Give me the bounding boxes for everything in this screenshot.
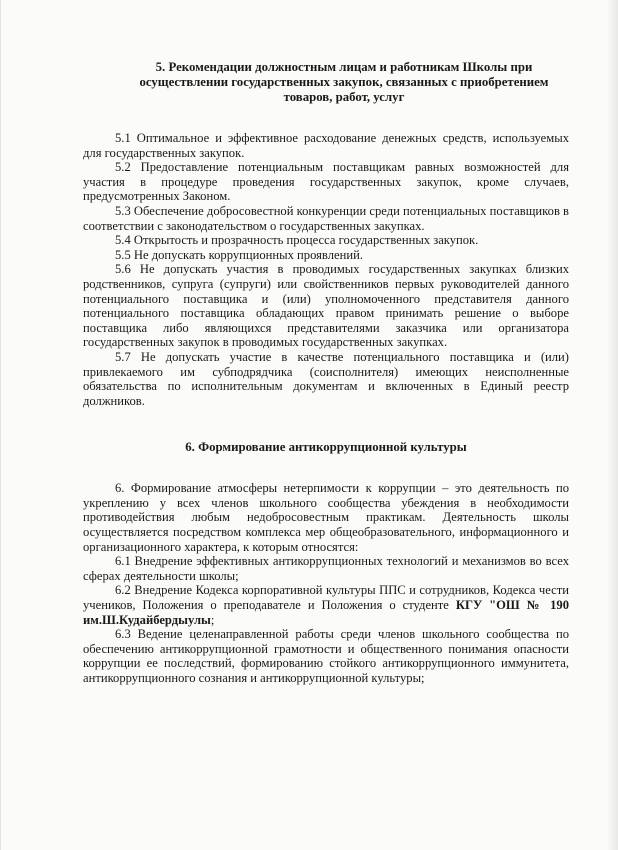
section-6-title: 6. Формирование антикоррупционной культуры: [185, 440, 467, 455]
paragraph-5-5: 5.5 Не допускать коррупционных проявлений.: [115, 247, 363, 262]
paragraph-6-3: 6.3 Ведение целенаправленной работы среди членов школьного сообщества по обеспечению антикоррупционной грамотности и общественного понимания опасности коррупции ее последствий, формированию стойкого антикоррупционного иммунитета, антикоррупционного сознания и антикоррупционной культуры;: [83, 627, 569, 685]
paragraph-6-2-end: ;: [210, 612, 215, 627]
paragraph-5-7: 5.7 Не допускать участие в качестве потенциального поставщика и (или) привлекаемого им субподрядчика (соисполнителя) имеющих неисполненные обязательства по исполнительным документам и включенных в Единый реестр должников.: [83, 349, 569, 408]
paragraph-5-3: 5.3 Обеспечение добросовестной конкуренции среди потенциальных поставщиков в соответствии с законодательством о государственных закупках.: [83, 203, 569, 233]
section-5-title-line2: осуществлении государственных закупок, связанных с приобретением: [139, 75, 549, 89]
page-edge-shadow: [608, 0, 618, 850]
paragraph-6-2: [83, 583, 569, 627]
paragraph-5-2: 5.2 Предоставление потенциальным поставщикам равных возможностей для участия в процедуре проведения государственных закупок, кроме случаев, предусмотренных Законом.: [83, 160, 569, 204]
section-5-title-line3: товаров, работ, услуг: [283, 90, 405, 104]
section-5-title-line1: 5. Рекомендации должностным лицам и работникам Школы при: [155, 60, 533, 74]
paragraph-5-6: 5.6 Не допускать участия в проводимых государственных закупках близких родственников, супруга (супруги) или свойственников первых руководителей данного потенциального поставщика и (или) уполномоченного представителя данного потенциального поставщика обладающих правом принимать решение о выборе поставщика либо являющихся представителями заказчика или организатора государственных закупок в проводимых государственных закупках.: [83, 262, 569, 350]
paragraph-6-1: 6.1 Внедрение эффективных антикоррупционных технологий и механизмов во всех сферах деятельности школы;: [83, 554, 569, 583]
school-name: КГУ "ОШ № 190 им.Ш.Кудайбердыулы: [83, 598, 569, 627]
paragraph-6-intro: 6. Формирование атмосферы нетерпимости к коррупции – это деятельность по укреплению у всех членов школьного сообщества убеждения в необходимости противодействия любым недобросовестным практикам. Деятельность школы осуществляется посредством комплекса мер общеобразовательного, информационного и организационного характера, к которым относятся:: [83, 481, 569, 554]
paragraph-5-1: 5.1 Оптимальное и эффективное расходование денежных средств, используемых для государственных закупок.: [83, 131, 569, 160]
paragraph-5-4: 5.4 Открытость и прозрачность процесса государственных закупок.: [115, 233, 479, 248]
paragraph-6-2-text: 6.2 Внедрение Кодекса корпоративной культуры ППС и сотрудников, Кодекса чести учеников, Положения о преподавателе и Положения о студенте: [83, 583, 569, 613]
section-5-title: [113, 60, 575, 105]
document-body: [83, 60, 569, 686]
